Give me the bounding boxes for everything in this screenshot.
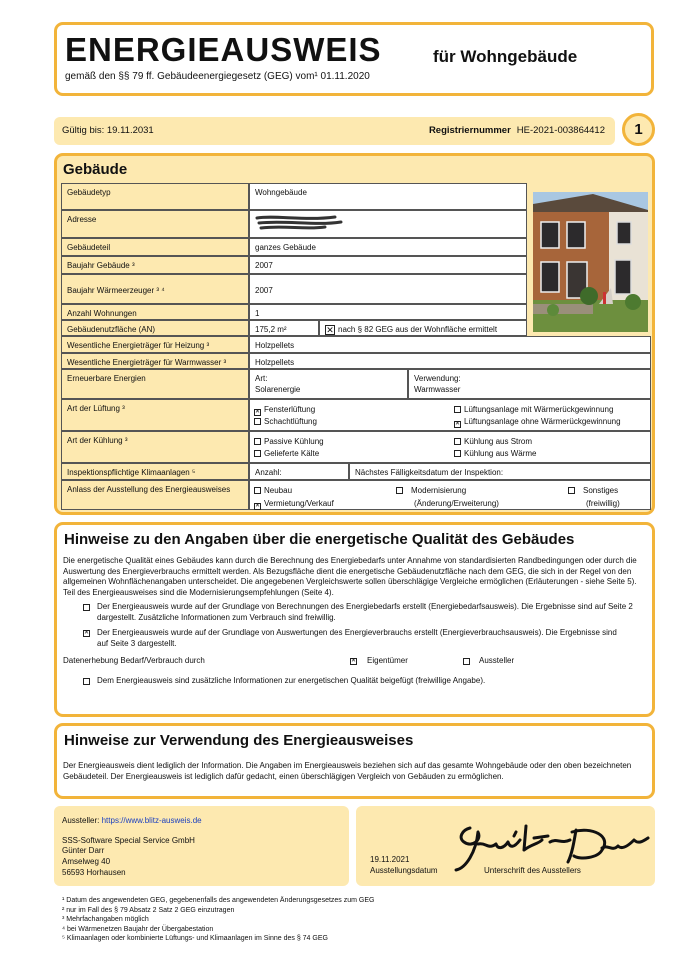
bedarf-checkbox[interactable] <box>83 604 90 611</box>
reason-opt4-checkbox[interactable] <box>568 487 575 494</box>
cool-opt1[interactable] <box>254 436 324 447</box>
vent-opt2-text: Schachtlüftung <box>264 417 317 426</box>
carrier-ww-value: Holzpellets <box>249 353 651 369</box>
type-value: Wohngebäude <box>249 183 527 210</box>
building-section <box>54 153 655 515</box>
hints-title: Hinweise zu den Angaben über die energetische Qualität des Gebäudes <box>64 531 575 548</box>
usage-hints-section <box>54 723 655 799</box>
issue-date-label: Ausstellungsdatum <box>370 866 438 875</box>
units-value: 1 <box>249 304 527 320</box>
vent-opt3[interactable] <box>454 404 613 415</box>
data-collection-label: Datenerhebung Bedarf/Verbrauch durch <box>63 656 205 665</box>
address-value <box>249 210 527 238</box>
ac-next: Nächstes Fälligkeitsdatum der Inspektion: <box>349 463 651 480</box>
validity-bar <box>54 117 615 145</box>
issuer-label: Aussteller: <box>62 816 100 825</box>
issuer-name: Günter Darr <box>62 846 105 855</box>
reason-opt2-text: Vermietung/Verkauf <box>264 499 334 508</box>
vent-opt4-text: Lüftungsanlage ohne Wärmerückgewinnung <box>464 417 621 426</box>
registration-value: HE-2021-003864412 <box>516 125 605 136</box>
reason-opt3[interactable] <box>396 485 466 496</box>
reason-opt1[interactable] <box>254 485 292 496</box>
reason-opt3-checkbox[interactable] <box>396 487 403 494</box>
area-note-checkbox[interactable] <box>325 325 335 335</box>
ac-label: Inspektionspflichtige Klimaanlagen ⁵ <box>61 463 249 480</box>
redacted-address-mark <box>255 214 345 232</box>
document-title: ENERGIEAUSWEIS <box>65 31 382 68</box>
carrier-heat-value: Holzpellets <box>249 336 651 353</box>
signature-panel <box>356 806 655 886</box>
issuer-option-label: Aussteller <box>479 656 515 665</box>
vent-opt1-checkbox[interactable] <box>254 409 261 416</box>
renew-use-label: Verwendung: <box>414 374 461 383</box>
reason-opt3b: (Änderung/Erweiterung) <box>414 499 499 508</box>
reason-label: Anlass der Ausstellung des Energieausweises <box>61 480 249 510</box>
cool-opt3-checkbox[interactable] <box>454 438 461 445</box>
ac-count: Anzahl: <box>249 463 349 480</box>
cool-label: Art der Kühlung ³ <box>61 431 249 463</box>
usage-title: Hinweise zur Verwendung des Energieausweises <box>64 732 414 749</box>
extra-info-checkbox[interactable] <box>83 678 90 685</box>
legal-basis: gemäß den §§ 79 ff. Gebäudeenergiegesetz (GEG) vom¹ 01.11.2020 <box>65 71 370 82</box>
signature-image <box>452 822 652 874</box>
area-note <box>319 320 527 336</box>
vent-opt3-checkbox[interactable] <box>454 406 461 413</box>
registration-number <box>429 125 605 136</box>
footnote-4: ⁴ bei Wärmenetzen Baujahr der Übergabestation <box>62 925 214 933</box>
reason-opt3-text: Modernisierung <box>411 486 467 495</box>
page-number-badge: 1 <box>622 113 655 146</box>
issuer-city: 56593 Horhausen <box>62 868 126 877</box>
type-label: Gebäudetyp <box>61 183 249 210</box>
document-header <box>54 22 654 96</box>
extra-info-text: Dem Energieausweis sind zusätzliche Informationen zur energetischen Qualität beigefügt (freiwillige Angabe). <box>97 676 486 685</box>
bedarf-option-text: Der Energieausweis wurde auf der Grundlage von Berechnungen des Energiebedarfs erstellt (Energiebedarfsausweis). Die Ergebnisse sind auf Seite 2 dargestellt. Zusätzliche Informationen zum Verbrauch sind freiwillig. <box>97 602 633 622</box>
issuer-url-link[interactable]: https://www.blitz-ausweis.de <box>101 816 202 825</box>
renew-use <box>408 369 651 399</box>
part-value: ganzes Gebäude <box>249 238 527 256</box>
cool-opt4-checkbox[interactable] <box>454 450 461 457</box>
reason-opt4[interactable] <box>568 485 618 496</box>
footnote-5: ⁵ Klimaanlagen oder kombinierte Lüftungs- und Klimaanlagen im Sinne des § 74 GEG <box>62 935 328 942</box>
vent-opt2[interactable] <box>254 416 317 427</box>
issuer-company: SSS-Software Special Service GmbH <box>62 836 195 845</box>
building-title: Gebäude <box>63 161 128 178</box>
valid-until: Gültig bis: 19.11.2031 <box>62 125 154 136</box>
vent-opt4-checkbox[interactable] <box>454 421 461 428</box>
reason-opt1-text: Neubau <box>264 486 293 495</box>
registration-label: Registriernummer <box>428 125 511 136</box>
renew-art-label: Art: <box>255 374 268 383</box>
cool-opt1-checkbox[interactable] <box>254 438 261 445</box>
cool-opt4-text: Kühlung aus Wärme <box>464 449 537 458</box>
vent-opt1[interactable] <box>254 404 315 416</box>
verbrauch-checkbox[interactable] <box>83 630 90 637</box>
issue-date: 19.11.2021 <box>370 855 410 864</box>
handwritten-signature <box>452 822 652 872</box>
cool-opt2[interactable] <box>254 448 319 459</box>
heatgen-value: 2007 <box>249 274 527 304</box>
issuer-header <box>62 816 202 827</box>
house-image <box>533 192 648 332</box>
reason-opt4-text: Sonstiges <box>583 486 619 495</box>
owner-label: Eigentümer <box>367 656 408 665</box>
vent-opt4[interactable] <box>454 416 621 428</box>
renew-art <box>249 369 408 399</box>
footnote-1: ¹ Datum des angewendeten GEG, gegebenenfalls des angewendeten Änderungsgesetzes zum GEG <box>62 897 375 904</box>
footnote-2: ² nur im Fall des § 79 Absatz 2 Satz 2 GEG einzutragen <box>62 906 235 914</box>
reason-options <box>249 480 651 510</box>
issuer-panel <box>54 806 349 886</box>
cool-opt1-text: Passive Kühlung <box>264 437 324 446</box>
footnotes <box>62 896 374 944</box>
vent-options <box>249 399 651 431</box>
reason-opt1-checkbox[interactable] <box>254 487 261 494</box>
usage-text: Der Energieausweis dient lediglich der Information. Die Angaben im Energieausweis beziehen sich auf das gesamte Wohngebäude oder den oben bezeichneten Gebäudeteil. Der Energieausweis ist lediglich dafür gedacht, einen überschlägigen Vergleich von Gebäuden zu ermöglichen. <box>63 761 632 781</box>
vent-opt1-text: Fensterlüftung <box>264 405 316 414</box>
carrier-ww-label: Wesentliche Energieträger für Warmwasser ³ <box>61 353 249 369</box>
vent-opt2-checkbox[interactable] <box>254 418 261 425</box>
signature-label: Unterschrift des Ausstellers <box>484 866 581 875</box>
issuer-checkbox[interactable] <box>463 658 470 665</box>
building-photo <box>533 192 648 332</box>
renew-use-value: Warmwasser <box>414 385 461 394</box>
issuer-street: Amselweg 40 <box>62 857 111 866</box>
cool-opt2-checkbox[interactable] <box>254 450 261 457</box>
heatgen-label: Baujahr Wärmeerzeuger ³ ⁴ <box>61 274 249 304</box>
cool-options <box>249 431 651 463</box>
vent-opt3-text: Lüftungsanlage mit Wärmerückgewinnung <box>464 405 614 414</box>
document-subtitle: für Wohngebäude <box>433 47 578 66</box>
cool-opt3[interactable] <box>454 436 532 447</box>
quality-hints-section <box>54 522 655 717</box>
reason-opt4b: (freiwillig) <box>586 499 620 508</box>
area-value: 175,2 m² <box>249 320 319 336</box>
address-label: Adresse <box>61 210 249 238</box>
units-label: Anzahl Wohnungen <box>61 304 249 320</box>
carrier-heat-label: Wesentliche Energieträger für Heizung ³ <box>61 336 249 353</box>
area-label: Gebäudenutzfläche (AN) <box>61 320 249 336</box>
cool-opt4[interactable] <box>454 448 536 459</box>
cool-opt3-text: Kühlung aus Strom <box>464 437 533 446</box>
area-note-text: nach § 82 GEG aus der Wohnfläche ermittelt <box>338 325 498 334</box>
owner-checkbox[interactable] <box>350 658 357 665</box>
footnote-3: ³ Mehrfachangaben möglich <box>62 916 149 923</box>
reason-opt2-checkbox[interactable] <box>254 503 261 510</box>
cool-opt2-text: Gelieferte Kälte <box>264 449 320 458</box>
hints-intro: Die energetische Qualität eines Gebäudes kann durch die Berechnung des Energiebedarfs unter Annahme von standardisierten Randbedingungen oder durch die Auswertung des Energieverbrauchs ermittelt werden. Als Bezugsfläche dient die energetische Gebäudenutzfläche nach dem GEG, die sich in der Regel von den allgemeinen Wohnflächenangaben unterscheidet. Die angegebenen Vergleichswerte sollen überschlägige Vergleiche ermöglichen (Erläuterungen - siehe Seite 5). Teil des Energieausweises sind die Modernisierungsempfehlungen (Seite 4). <box>63 556 637 597</box>
year-value: 2007 <box>249 256 527 274</box>
renew-art-value: Solarenergie <box>255 385 301 394</box>
verbrauch-option-text: Der Energieausweis wurde auf der Grundlage von Auswertungen des Energieverbrauchs erstellt (Energieverbrauchsausweis). Die Ergebnisse sind auf Seite 3 dargestellt. <box>97 628 617 648</box>
part-label: Gebäudeteil <box>61 238 249 256</box>
renew-label: Erneuerbare Energien <box>61 369 249 399</box>
reason-opt2[interactable] <box>254 498 334 510</box>
vent-label: Art der Lüftung ³ <box>61 399 249 431</box>
year-label: Baujahr Gebäude ³ <box>61 256 249 274</box>
